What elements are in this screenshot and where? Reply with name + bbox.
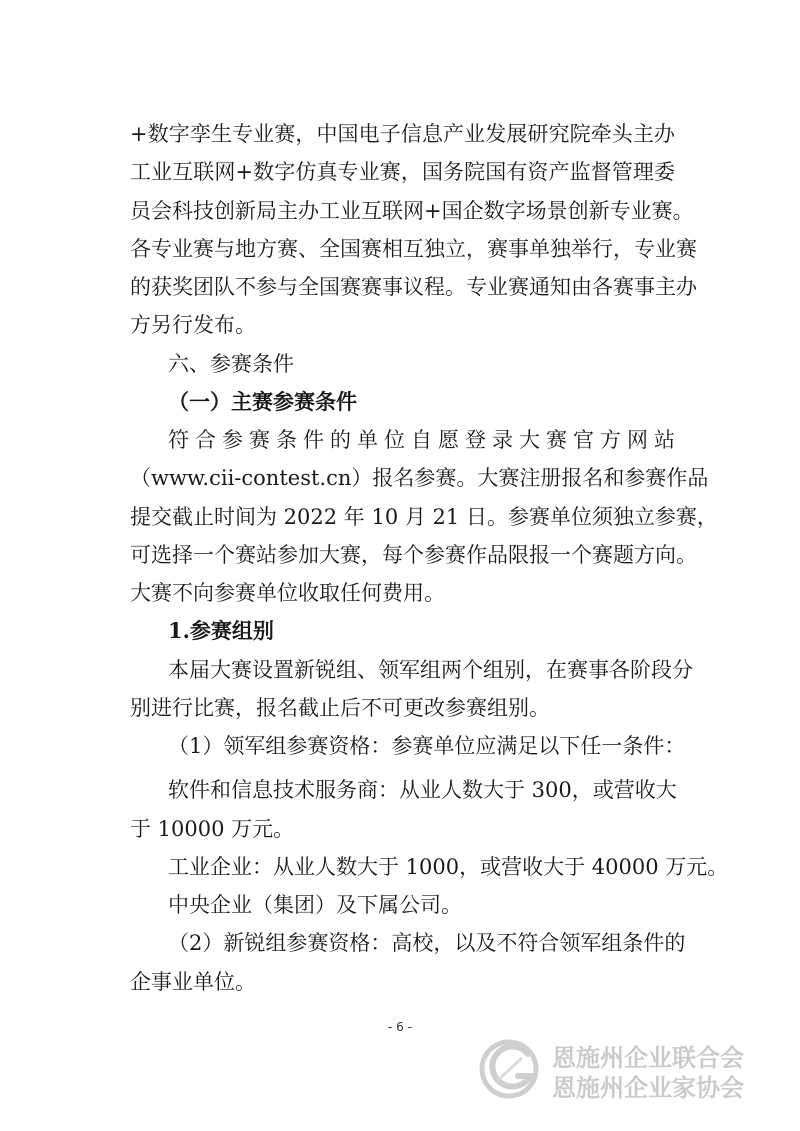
paragraph-line: 工业企业：从业人数大于 1000，或营收大于 40000 万元。 <box>168 855 729 879</box>
watermark <box>478 1034 778 1104</box>
paragraph-line: 于 10000 万元。 <box>130 817 295 841</box>
paragraph-line: 提交截止时间为 2022 年 10 月 21 日。参赛单位须独立参赛， <box>130 505 718 529</box>
paragraph-line: 员会科技创新局主办工业互联网+国企数字场景创新专业赛。 <box>130 199 694 223</box>
paragraph-line: 工业互联网+数字仿真专业赛，国务院国有资产监督管理委 <box>130 160 675 184</box>
paragraph-line: 的获奖团队不参与全国赛赛事议程。专业赛通知由各赛事主办 <box>130 275 697 299</box>
paragraph-line: 别进行比赛，报名截止后不可更改参赛组别。 <box>130 696 550 720</box>
paragraph-line: （www.cii-contest.cn）报名参赛。大赛注册报名和参赛作品 <box>130 466 709 490</box>
paragraph-line: 本届大赛设置新锐组、领军组两个组别，在赛事各阶段分 <box>168 658 693 682</box>
subsection-heading: （一）主赛参赛条件 <box>168 389 357 414</box>
paragraph-line: 企事业单位。 <box>130 970 256 994</box>
item-heading: 1.参赛组别 <box>168 618 274 643</box>
paragraph-line: （2）新锐组参赛资格：高校，以及不符合领军组条件的 <box>168 931 686 955</box>
paragraph-line: 软件和信息技术服务商：从业人数大于 300，或营收大 <box>168 778 677 802</box>
paragraph-line: （1）领军组参赛资格：参赛单位应满足以下任一条件： <box>168 734 686 758</box>
paragraph-line: 中央企业（集团）及下属公司。 <box>168 893 462 917</box>
watermark-line-1: 恩施州企业联合会 <box>552 1044 744 1072</box>
paragraph-line: 方另行发布。 <box>130 313 256 337</box>
paragraph-line: 可选择一个赛站参加大赛，每个参赛作品限报一个赛题方向。 <box>130 543 697 567</box>
association-logo-icon <box>478 1038 544 1100</box>
paragraph-line: +数字孪生专业赛，中国电子信息产业发展研究院牵头主办 <box>130 122 675 146</box>
page-number: - 6 - <box>388 1020 412 1034</box>
section-heading: 六、参赛条件 <box>168 352 294 376</box>
paragraph-line: 符合参赛条件的单位自愿登录大赛官方网站 <box>168 428 675 452</box>
watermark-line-2: 恩施州企业家协会 <box>552 1074 744 1102</box>
paragraph-line: 大赛不向参赛单位收取任何费用。 <box>130 581 445 605</box>
paragraph-line: 各专业赛与地方赛、全国赛相互独立，赛事单独举行，专业赛 <box>130 237 697 261</box>
